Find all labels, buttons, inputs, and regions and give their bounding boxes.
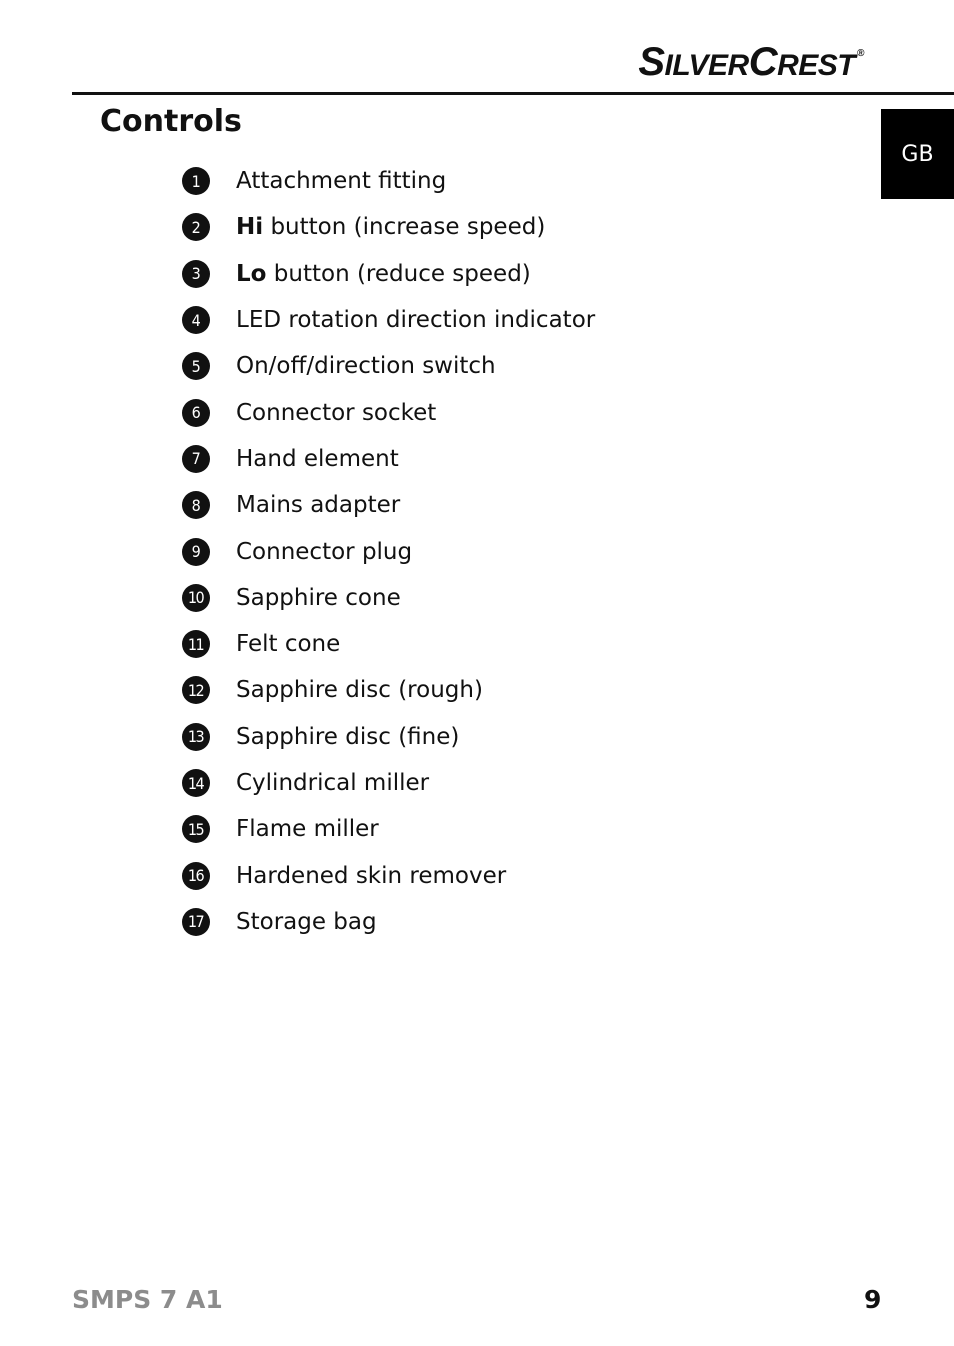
list-item <box>182 621 595 667</box>
item-label <box>236 816 379 842</box>
item-number-badge: 7 <box>182 445 210 473</box>
item-number-badge: 1 <box>182 167 210 195</box>
list-item <box>182 667 595 713</box>
header-divider <box>72 92 954 95</box>
item-number-badge: 15 <box>182 815 210 843</box>
item-label-text: Cylindrical miller <box>236 770 430 796</box>
list-item <box>182 482 595 528</box>
item-number-badge: 5 <box>182 352 210 380</box>
item-label <box>236 539 412 565</box>
item-number-badge: 9 <box>182 538 210 566</box>
item-label <box>236 677 483 703</box>
item-number-badge: 11 <box>182 630 210 658</box>
language-tab <box>881 109 954 199</box>
item-label-text: Sapphire disc (rough) <box>236 677 483 704</box>
item-label <box>236 168 446 194</box>
item-label-text: Sapphire disc (fine) <box>236 723 460 750</box>
list-item <box>182 389 595 435</box>
list-item <box>182 575 595 621</box>
list-item <box>182 806 595 852</box>
list-item <box>182 158 595 204</box>
item-label-text: On/off/direction switch <box>236 353 496 380</box>
item-number-badge: 10 <box>182 584 210 612</box>
item-label <box>236 909 377 935</box>
list-item <box>182 204 595 250</box>
item-label-text: Connector plug <box>236 538 413 565</box>
item-number-badge: 16 <box>182 862 210 890</box>
item-label-text: Felt cone <box>236 631 341 658</box>
item-number-badge: 2 <box>182 213 210 241</box>
item-label-text: LED rotation direction indicator <box>236 307 596 334</box>
item-label <box>236 400 436 426</box>
footer-page-number: 9 <box>864 1285 882 1314</box>
item-label-text: Hand element <box>236 445 399 472</box>
item-label-text: Attachment fitting <box>236 168 447 195</box>
item-number-badge: 14 <box>182 769 210 797</box>
item-label <box>236 353 496 379</box>
list-item <box>182 436 595 482</box>
item-number-badge: 8 <box>182 491 210 519</box>
list-item <box>182 899 595 945</box>
item-label <box>236 585 401 611</box>
item-label-text: Connector socket <box>236 399 437 426</box>
list-item <box>182 343 595 389</box>
brand-logo: SILVERCREST ® <box>638 40 864 84</box>
item-label-text: button (reduce speed) <box>266 260 531 287</box>
list-item <box>182 528 595 574</box>
item-label <box>236 492 400 518</box>
item-label <box>236 214 545 240</box>
item-label <box>236 261 531 287</box>
item-label <box>236 631 340 657</box>
item-label-text: Storage bag <box>236 908 377 935</box>
page-title: Controls <box>100 104 242 139</box>
item-label <box>236 724 459 750</box>
item-number-badge: 12 <box>182 676 210 704</box>
item-number-badge: 6 <box>182 399 210 427</box>
item-label <box>236 770 429 796</box>
list-item <box>182 852 595 898</box>
item-label-text: Flame miller <box>236 816 379 843</box>
language-tab-label: GB <box>901 141 934 167</box>
item-label <box>236 307 595 333</box>
item-label <box>236 446 399 472</box>
item-number-badge: 3 <box>182 260 210 288</box>
item-label-text: Mains adapter <box>236 492 401 519</box>
list-item <box>182 297 595 343</box>
list-item <box>182 760 595 806</box>
item-label-text: button (increase speed) <box>263 214 546 241</box>
item-number-badge: 13 <box>182 723 210 751</box>
list-item <box>182 251 595 297</box>
footer-model-number: SMPS 7 A1 <box>72 1285 223 1314</box>
item-label <box>236 863 506 889</box>
item-label-bold: Hi <box>236 214 264 241</box>
item-label-text: Hardened skin remover <box>236 862 507 889</box>
controls-list <box>182 158 595 945</box>
item-number-badge: 4 <box>182 306 210 334</box>
item-number-badge: 17 <box>182 908 210 936</box>
item-label-text: Sapphire cone <box>236 584 401 611</box>
item-label-bold: Lo <box>236 260 267 287</box>
list-item <box>182 714 595 760</box>
